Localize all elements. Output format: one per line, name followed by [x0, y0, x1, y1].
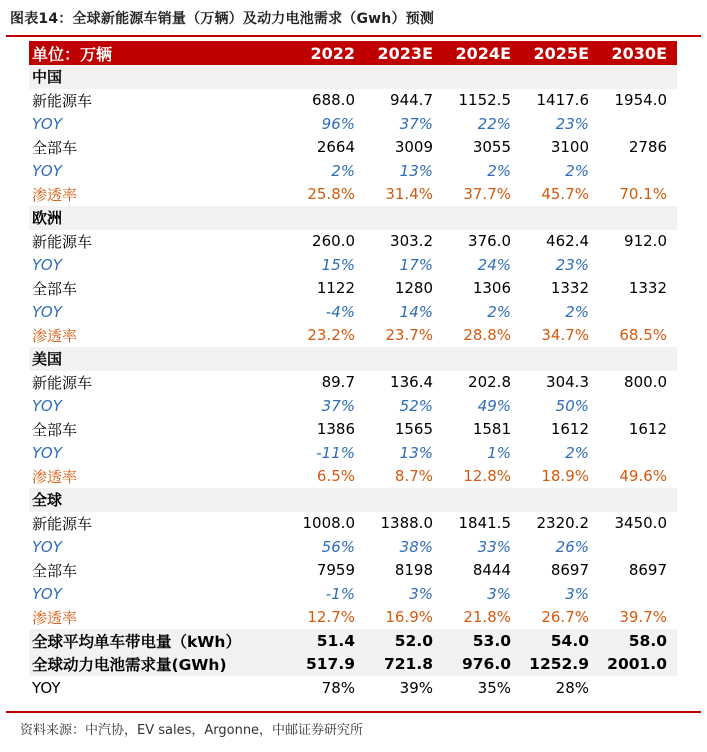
value-cell: -11% — [316, 443, 355, 462]
value-cell: 3100 — [550, 138, 589, 157]
data-row — [29, 230, 677, 254]
value-cell: 8.7% — [394, 467, 433, 486]
value-cell: 721.8 — [365, 653, 443, 677]
data-row — [29, 559, 677, 583]
year-header: 2023E — [365, 41, 443, 65]
value-cell: 303.2 — [390, 232, 433, 251]
value-cell: -4% — [325, 302, 355, 321]
value-cell: 1% — [487, 443, 511, 462]
value-cell: 3% — [409, 584, 433, 603]
value-cell: 2786 — [628, 138, 667, 157]
penetration-row — [29, 465, 677, 489]
value-cell: 944.7 — [390, 91, 433, 110]
value-cell: 8198 — [394, 561, 433, 580]
row-label: YOY — [32, 584, 62, 603]
value-cell: 22% — [477, 114, 511, 133]
value-cell: 35% — [477, 678, 511, 697]
yoy-row — [29, 300, 677, 324]
value-cell: 53.0 — [443, 629, 521, 653]
value-cell: 23% — [555, 255, 589, 274]
value-cell: 1152.5 — [458, 91, 511, 110]
figure-title: 图表14：全球新能源车销量（万辆）及动力电池需求（Gwh）预测 — [10, 11, 435, 27]
value-cell: 96% — [321, 114, 355, 133]
value-cell: 51.4 — [287, 629, 365, 653]
row-label: YOY — [32, 678, 61, 697]
value-cell: 78% — [321, 678, 355, 697]
forecast-table — [29, 41, 677, 700]
value-cell: 6.5% — [316, 467, 355, 486]
value-cell: 1280 — [394, 279, 433, 298]
source-note: 资料来源：中汽协，EV sales，Argonne，中邮证券研究所 — [20, 723, 364, 738]
value-cell: 2001.0 — [599, 653, 677, 677]
value-cell: 28% — [555, 678, 589, 697]
row-label: 渗透率 — [32, 326, 78, 345]
value-cell: 26.7% — [541, 608, 589, 627]
data-row — [29, 136, 677, 160]
row-label: YOY — [32, 255, 62, 274]
yoy-row — [29, 159, 677, 183]
value-cell: 800.0 — [624, 373, 667, 392]
value-cell: 38% — [399, 537, 433, 556]
row-label: 全部车 — [32, 279, 78, 298]
row-label: 新能源车 — [32, 373, 93, 392]
yoy-row — [29, 441, 677, 465]
value-cell: 45.7% — [541, 185, 589, 204]
value-cell: 1417.6 — [536, 91, 589, 110]
year-header: 2024E — [443, 41, 521, 65]
value-cell — [599, 253, 677, 277]
value-cell: 21.8% — [463, 608, 511, 627]
value-cell: 70.1% — [619, 185, 667, 204]
value-cell: 34.7% — [541, 326, 589, 345]
yoy-row — [29, 582, 677, 606]
value-cell: 517.9 — [287, 653, 365, 677]
value-cell: 89.7 — [321, 373, 355, 392]
value-cell — [599, 394, 677, 418]
value-cell — [599, 582, 677, 606]
data-row — [29, 512, 677, 536]
row-label: 新能源车 — [32, 232, 93, 251]
row-label: YOY — [32, 161, 62, 180]
value-cell: 2% — [565, 302, 589, 321]
row-label: YOY — [32, 396, 62, 415]
value-cell: 1954.0 — [614, 91, 667, 110]
row-label: 渗透率 — [32, 185, 78, 204]
row-label: 新能源车 — [32, 514, 93, 533]
value-cell: 26% — [555, 537, 589, 556]
row-label: 全球动力电池需求量(GWh) — [29, 653, 287, 677]
value-cell: 3% — [487, 584, 511, 603]
value-cell: 2% — [565, 443, 589, 462]
bottom-divider — [6, 711, 701, 713]
value-cell: 1008.0 — [302, 514, 355, 533]
row-label: 渗透率 — [32, 467, 78, 486]
value-cell — [599, 676, 677, 700]
row-label: YOY — [32, 537, 62, 556]
value-cell: 49.6% — [619, 467, 667, 486]
section-header-row — [29, 488, 677, 512]
value-cell: 1841.5 — [458, 514, 511, 533]
value-cell: 1332 — [628, 279, 667, 298]
value-cell — [599, 300, 677, 324]
row-label: YOY — [32, 302, 62, 321]
value-cell: 1612 — [628, 420, 667, 439]
value-cell: 56% — [321, 537, 355, 556]
value-cell: 12.7% — [307, 608, 355, 627]
value-cell: 2% — [487, 302, 511, 321]
value-cell: 462.4 — [546, 232, 589, 251]
section-header-row — [29, 347, 677, 371]
value-cell: 1386 — [316, 420, 355, 439]
value-cell: 50% — [555, 396, 589, 415]
section-header-row — [29, 206, 677, 230]
section-title: 美国 — [29, 347, 677, 371]
value-cell: 304.3 — [546, 373, 589, 392]
value-cell: 3055 — [472, 138, 511, 157]
value-cell — [599, 535, 677, 559]
data-row — [29, 277, 677, 301]
value-cell: 7959 — [316, 561, 355, 580]
value-cell: 2% — [331, 161, 355, 180]
section-header-row — [29, 65, 677, 89]
section-title: 中国 — [29, 65, 677, 89]
value-cell: 68.5% — [619, 326, 667, 345]
value-cell: 1581 — [472, 420, 511, 439]
value-cell: 3009 — [394, 138, 433, 157]
value-cell: 260.0 — [312, 232, 355, 251]
value-cell: -1% — [325, 584, 355, 603]
row-label: 全球平均单车带电量（kWh） — [29, 629, 287, 653]
value-cell: 37% — [399, 114, 433, 133]
value-cell: 14% — [399, 302, 433, 321]
value-cell: 976.0 — [443, 653, 521, 677]
value-cell: 16.9% — [385, 608, 433, 627]
value-cell: 2664 — [316, 138, 355, 157]
value-cell: 49% — [477, 396, 511, 415]
value-cell: 33% — [477, 537, 511, 556]
value-cell: 3% — [565, 584, 589, 603]
value-cell: 23% — [555, 114, 589, 133]
table-body — [29, 41, 677, 700]
value-cell: 12.8% — [463, 467, 511, 486]
value-cell: 23.2% — [307, 326, 355, 345]
value-cell: 39% — [399, 678, 433, 697]
unit-label: 单位：万辆 — [29, 41, 287, 65]
value-cell: 2% — [565, 161, 589, 180]
value-cell: 58.0 — [599, 629, 677, 653]
value-cell: 1332 — [550, 279, 589, 298]
value-cell: 202.8 — [468, 373, 511, 392]
value-cell: 2% — [487, 161, 511, 180]
value-cell: 17% — [399, 255, 433, 274]
summary-row — [29, 629, 677, 653]
row-label: YOY — [32, 443, 62, 462]
value-cell: 8697 — [628, 561, 667, 580]
row-label: 全部车 — [32, 561, 78, 580]
row-label: 全部车 — [32, 138, 78, 157]
year-header: 2030E — [599, 41, 677, 65]
row-label: YOY — [32, 114, 62, 133]
value-cell: 37% — [321, 396, 355, 415]
value-cell: 23.7% — [385, 326, 433, 345]
value-cell: 1306 — [472, 279, 511, 298]
value-cell: 376.0 — [468, 232, 511, 251]
value-cell: 8444 — [472, 561, 511, 580]
yoy-row — [29, 535, 677, 559]
penetration-row — [29, 324, 677, 348]
value-cell: 54.0 — [521, 629, 599, 653]
value-cell: 688.0 — [312, 91, 355, 110]
value-cell: 912.0 — [624, 232, 667, 251]
row-label: 新能源车 — [32, 91, 93, 110]
summary-row — [29, 676, 677, 700]
value-cell: 1612 — [550, 420, 589, 439]
value-cell: 52.0 — [365, 629, 443, 653]
year-header: 2022 — [287, 41, 365, 65]
value-cell: 3450.0 — [614, 514, 667, 533]
value-cell: 52% — [399, 396, 433, 415]
top-divider — [6, 35, 701, 37]
value-cell: 1122 — [316, 279, 355, 298]
summary-row — [29, 653, 677, 677]
value-cell: 31.4% — [385, 185, 433, 204]
data-row — [29, 371, 677, 395]
value-cell — [599, 159, 677, 183]
table-header-row — [29, 41, 677, 65]
value-cell: 28.8% — [463, 326, 511, 345]
row-label: 全部车 — [32, 420, 78, 439]
data-row — [29, 418, 677, 442]
value-cell: 1252.9 — [521, 653, 599, 677]
value-cell: 39.7% — [619, 608, 667, 627]
value-cell: 1388.0 — [380, 514, 433, 533]
value-cell: 136.4 — [390, 373, 433, 392]
value-cell — [599, 441, 677, 465]
row-label: 渗透率 — [32, 608, 78, 627]
section-title: 欧洲 — [29, 206, 677, 230]
yoy-row — [29, 112, 677, 136]
yoy-row — [29, 394, 677, 418]
value-cell: 8697 — [550, 561, 589, 580]
value-cell: 18.9% — [541, 467, 589, 486]
value-cell: 13% — [399, 161, 433, 180]
year-header: 2025E — [521, 41, 599, 65]
data-row — [29, 89, 677, 113]
value-cell: 25.8% — [307, 185, 355, 204]
yoy-row — [29, 253, 677, 277]
penetration-row — [29, 606, 677, 630]
value-cell: 15% — [321, 255, 355, 274]
value-cell: 1565 — [394, 420, 433, 439]
value-cell: 13% — [399, 443, 433, 462]
penetration-row — [29, 183, 677, 207]
value-cell: 24% — [477, 255, 511, 274]
value-cell — [599, 112, 677, 136]
section-title: 全球 — [29, 488, 677, 512]
value-cell: 2320.2 — [536, 514, 589, 533]
value-cell: 37.7% — [463, 185, 511, 204]
